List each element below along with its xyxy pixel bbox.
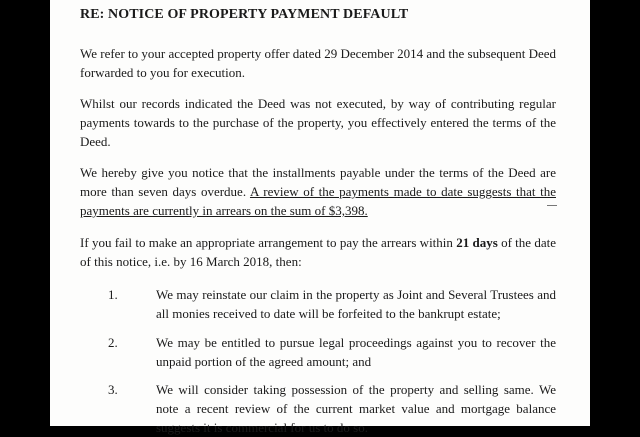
deadline-text-start: If you fail to make an appropriate arrangement to pay the arrears within	[80, 235, 457, 250]
document-page	[50, 0, 590, 435]
list-item-number: 2.	[108, 335, 118, 350]
deadline-days: 21 days	[456, 235, 498, 250]
paragraph-deadline	[80, 233, 556, 271]
deadline-text-end: of the date of this notice, i.e. by 16 March 2018, then:	[80, 235, 556, 269]
list-item-text: We may be entitled to pursue legal proceedings against you to recover the unpaid portion of the agreed amount; and	[156, 335, 556, 369]
paragraph-overdue-notice	[80, 163, 556, 220]
paragraph-deed-status: Whilst our records indicated the Deed was not executed, by way of contributing regular payments towards to the purchase of the property, you effectively entered the terms of the Deed.	[80, 96, 556, 149]
list-item-number: 1.	[108, 287, 118, 302]
notice-heading: RE: NOTICE OF PROPERTY PAYMENT DEFAULT	[80, 7, 409, 22]
list-item-text: We will consider taking possession of the property and selling same. We note a recent review of the current market value and mortgage balance suggests it is commercial for us to do so.	[156, 382, 556, 435]
list-item-text: We may reinstate our claim in the property as Joint and Several Trustees and all monies received to date will be forfeited to the bankrupt estate;	[156, 287, 556, 321]
paragraph-offer: We refer to your accepted property offer dated 29 December 2014 and the subsequent Deed forwarded to you for execution.	[80, 46, 556, 80]
arrears-statement: A review of the payments made to date suggests that the payments are currently in arrears on the sum of $3,398.	[80, 184, 556, 218]
overdue-statement: We hereby give you notice that the installments payable under the terms of the Deed are more than seven days overdue.	[80, 165, 556, 199]
list-item-number: 3.	[108, 382, 118, 397]
margin-mark	[547, 205, 557, 206]
